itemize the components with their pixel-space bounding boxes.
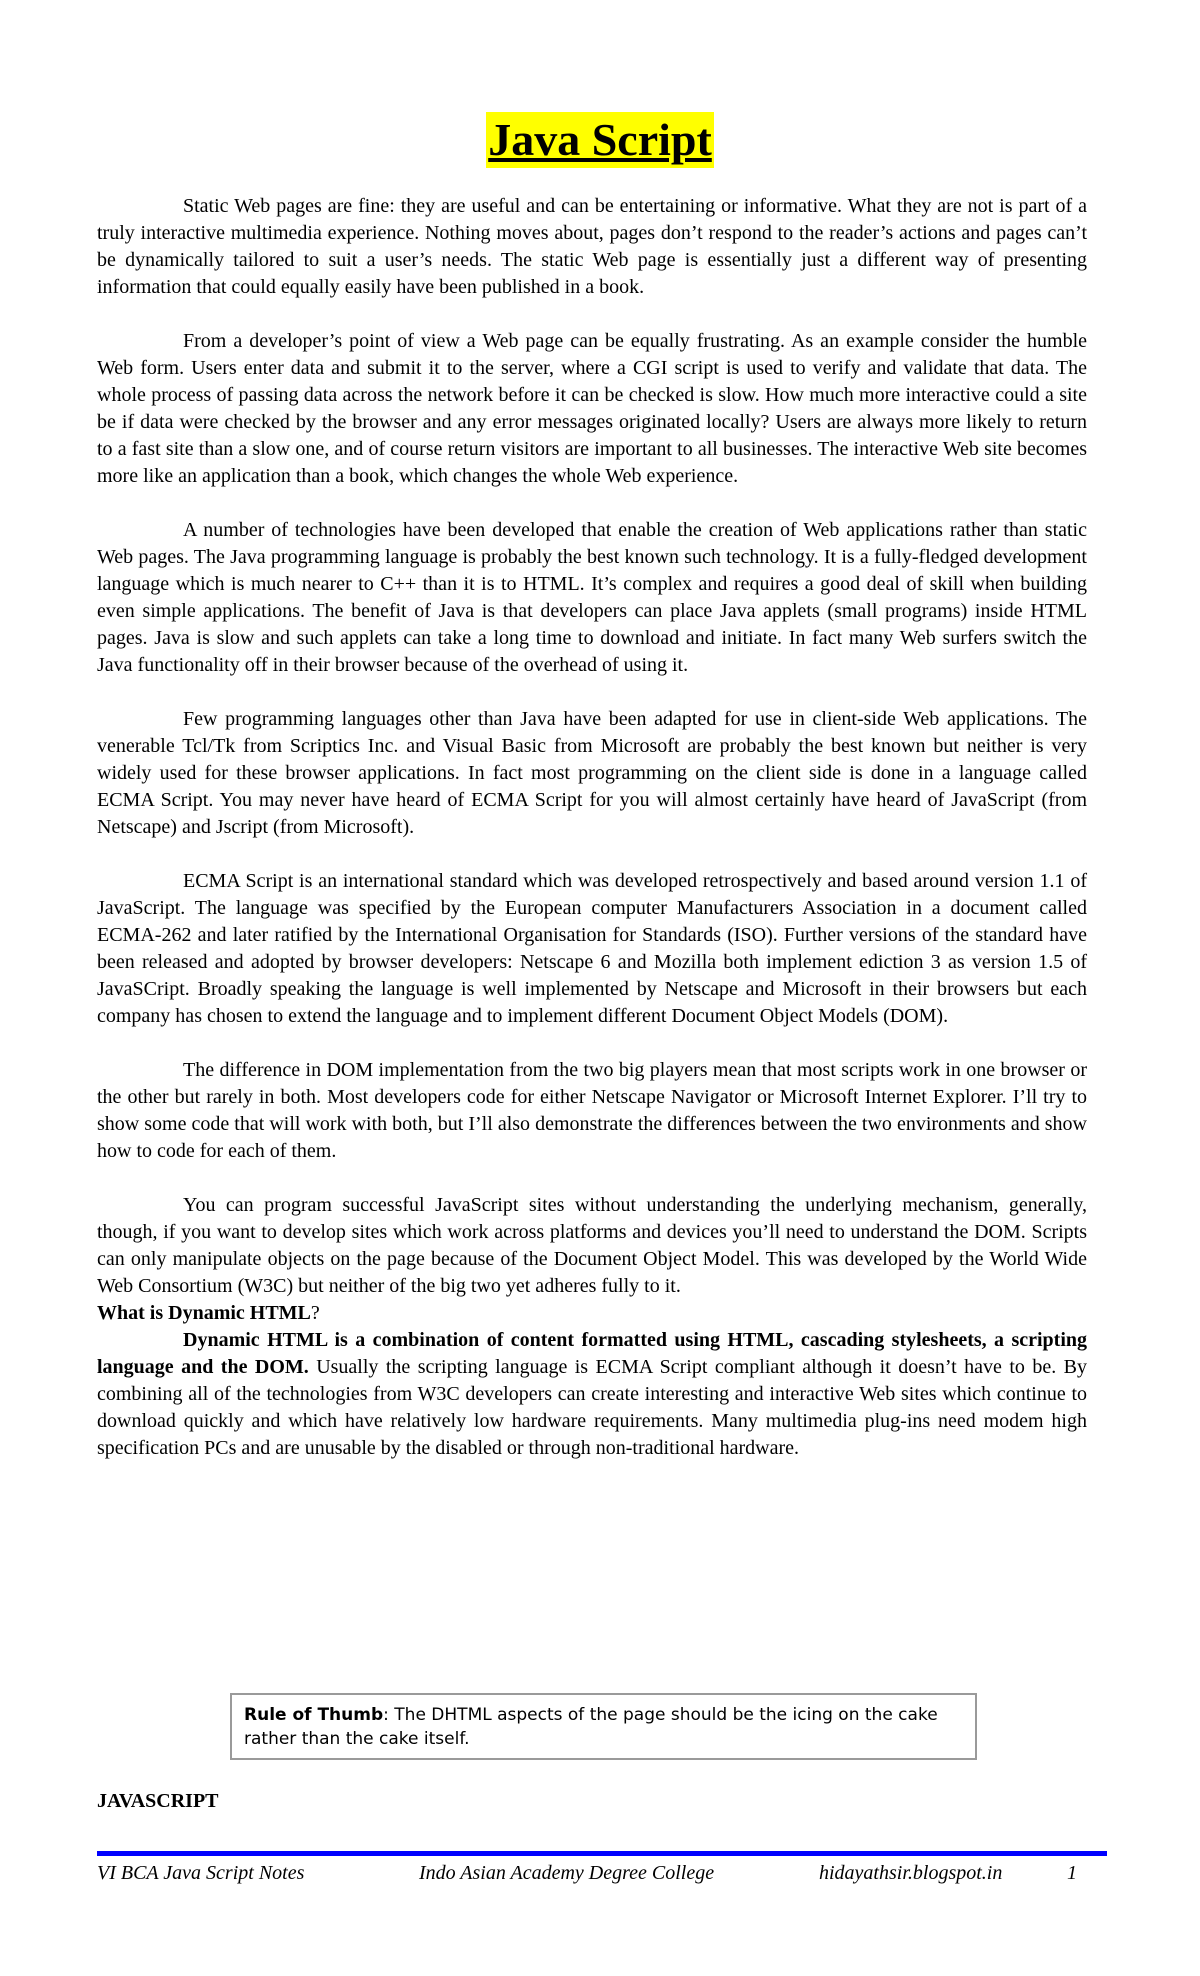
rule-of-thumb-label: Rule of Thumb — [244, 1705, 384, 1725]
footer-page-number: 1 — [1067, 1862, 1077, 1884]
section-heading: JAVASCRIPT — [97, 1790, 219, 1812]
dhtml-paragraph — [97, 1327, 1087, 1462]
footer-divider — [97, 1851, 1107, 1856]
paragraph-4: Few programming languages other than Java have been adapted for use in client-side Web applications. The venerable Tcl/Tk from Scriptics Inc. and Visual Basic from Microsoft are probably the best known but neither is very widely used for these browser applications. In fact most programming on the client side is done in a language called ECMA Script. You may never have heard of ECMA Script for you will almost certainly have heard of JavaScript (from Netscape) and Jscript (from Microsoft). — [97, 708, 1087, 838]
dhtml-heading — [97, 1300, 1087, 1327]
page-title: Java Script — [486, 112, 714, 168]
footer-college: Indo Asian Academy Degree College — [419, 1862, 715, 1884]
paragraph-3: A number of technologies have been developed that enable the creation of Web applications rather than static Web pages. The Java programming language is probably the best known such technology. It is a fully-fledged development language which is much nearer to C++ than it is to HTML. It’s complex and requires a good deal of skill when building even simple applications. The benefit of Java is that developers can place Java applets (small programs) inside HTML pages. Java is slow and such applets can take a long time to download and initiate. In fact many Web surfers switch the Java functionality off in their browser because of the overhead of using it. — [97, 519, 1087, 676]
title-wrap — [0, 112, 1200, 168]
dhtml-paragraph-bold: Dynamic HTML is a combination of content formatted using HTML, cascading stylesheets, a scripting language and the DOM. — [97, 1329, 1087, 1378]
dhtml-paragraph-rest: Usually the scripting language is ECMA Script compliant although it doesn’t have to be. By combining all of the technologies from W3C developers can create interesting and interactive Web sites which continue to download quickly and which have relatively low hardware requirements. Many multimedia plug-ins need modem high specification PCs and are unusable by the disabled or through non-traditional hardware. — [97, 1356, 1087, 1459]
paragraph-5: ECMA Script is an international standard which was developed retrospectively and based around version 1.1 of JavaScript. The language was specified by the European computer Manufacturers Association in a document called ECMA-262 and later ratified by the International Organisation for Standards (ISO). Further versions of the standard have been released and adopted by browser developers: Netscape 6 and Mozilla both implement ediction 3 as version 1.5 of JavaSCript. Broadly speaking the language is well implemented by Netscape and Microsoft in their browsers but each company has chosen to extend the language and to implement different Document Object Models (DOM). — [97, 870, 1087, 1027]
footer-site: hidayathsir.blogspot.in — [819, 1862, 1003, 1884]
paragraph-1: Static Web pages are fine: they are useful and can be entertaining or informative. What they are not is part of a truly interactive multimedia experience. Nothing moves about, pages don’t respond to the reader’s actions and pages can’t be dynamically tailored to suit a user’s needs. The static Web page is essentially just a different way of presenting information that could equally easily have been published in a book. — [97, 195, 1087, 298]
rule-of-thumb-text: : The DHTML aspects of the page should be the icing on the cake rather than the cake itself. — [244, 1705, 938, 1749]
body-text — [97, 193, 1087, 1462]
footer-course: VI BCA Java Script Notes — [97, 1862, 305, 1884]
dhtml-heading-bold: What is Dynamic HTML — [97, 1302, 311, 1324]
rule-of-thumb-box — [230, 1693, 977, 1760]
paragraph-6: The difference in DOM implementation from the two big players mean that most scripts work in one browser or the other but rarely in both. Most developers code for either Netscape Navigator or Microsoft Internet Explorer. I’ll try to show some code that will work with both, but I’ll also demonstrate the differences between the two environments and show how to code for each of them. — [97, 1059, 1087, 1162]
paragraph-7: You can program successful JavaScript sites without understanding the underlying mechanism, generally, though, if you want to develop sites which work across platforms and devices you’ll need to understand the DOM. Scripts can only manipulate objects on the page because of the Document Object Model. This was developed by the World Wide Web Consortium (W3C) but neither of the big two yet adheres fully to it. — [97, 1194, 1087, 1297]
paragraph-2: From a developer’s point of view a Web page can be equally frustrating. As an example consider the humble Web form. Users enter data and submit it to the server, where a CGI script is used to verify and validate that data. The whole process of passing data across the network before it can be checked is slow. How much more interactive could a site be if data were checked by the browser and any error messages originated locally? Users are always more likely to return to a fast site than a slow one, and of course return visitors are important to all businesses. The interactive Web site becomes more like an application than a book, which changes the whole Web experience. — [97, 330, 1087, 487]
dhtml-heading-rest: ? — [310, 1302, 320, 1324]
